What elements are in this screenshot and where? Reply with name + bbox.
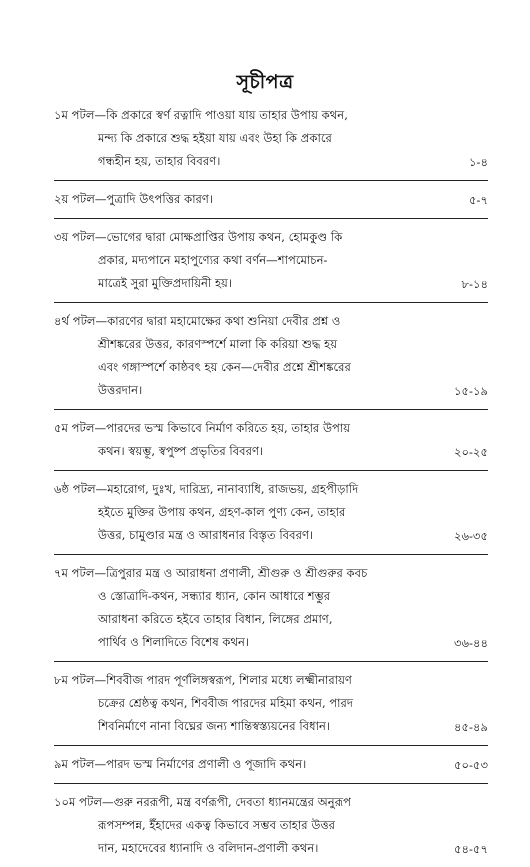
- toc-entry: [54, 669, 488, 738]
- toc-entry-text: মাত্রেই সুরা মুক্তিপ্রদায়িনী হয়।: [98, 276, 233, 290]
- toc-entry-text: হইতে মুক্তির উপায় কথন, গ্রহণ-কাল পুণ্য কেন, তাহার: [98, 505, 346, 519]
- divider: [54, 745, 488, 746]
- divider: [54, 661, 488, 662]
- divider: [54, 783, 488, 784]
- toc-entry-heading: ২য় পটল—পুত্রাদি উৎপত্তির কারণ।: [54, 192, 214, 206]
- toc-page-range: ২৬-৩৫: [453, 529, 488, 543]
- divider: [54, 180, 488, 181]
- toc-entry-text: শ্রীশঙ্করের উত্তর, কারণস্পর্শে মালা কি করিয়া শুদ্ধ হয়: [98, 337, 338, 351]
- divider: [54, 470, 488, 471]
- toc-entry-text: এবং গঙ্গাস্পর্শে কাষ্ঠবৎ হয় কেন—দেবীর প্রশ্নে শ্রীশঙ্করের: [98, 360, 351, 374]
- toc-page-range: ৪৫-৪৯: [453, 720, 488, 734]
- toc-entry: [54, 310, 488, 402]
- toc-entry-text: গন্ধহীন হয়, তাহার বিবরণ।: [98, 154, 221, 168]
- toc-entry-text: শিবনির্মাণে নানা বিঘ্নের জন্য শান্তিস্বস্ত্যয়নের বিধান।: [98, 719, 331, 733]
- divider: [54, 409, 488, 410]
- toc-entry: [54, 753, 488, 776]
- toc-entry-heading: ৬ষ্ঠ পটল—মহারোগ, দুঃখ, দারিদ্র্য, নানাব্যাধি, রাজভয়, গ্রহপীড়াদি: [54, 482, 359, 496]
- toc-entry: [54, 417, 488, 463]
- toc-entry-text: মন্দ্য কি প্রকারে শুদ্ধ হইয়া যায় এবং উহা কি প্রকারে: [98, 131, 332, 145]
- toc-entry: [54, 478, 488, 547]
- toc-page-range: ৫০-৫৩: [453, 758, 488, 772]
- toc-entry-heading: ৫ম পটল—পারদের ভস্ম কিভাবে নির্মাণ করিতে হয়, তাহার উপায়: [54, 421, 351, 435]
- toc-entry-text: আরাধনা করিতে হইবে তাহার বিধান, লিঙ্গের প্রমাণ,: [98, 612, 333, 626]
- toc-page-range: ১-৪: [469, 155, 488, 169]
- toc-page-range: ১৫-১৯: [453, 384, 488, 398]
- divider: [54, 302, 488, 303]
- toc-entry: [54, 104, 488, 173]
- toc-entry-heading: ৩য় পটল—ভোগের দ্বারা মোক্ষপ্রাপ্তির উপায় কথন, হোমকুণ্ড কি: [54, 230, 343, 244]
- toc-page-range: ৮-১৪: [461, 277, 488, 291]
- toc-entry: [54, 562, 488, 654]
- toc-entry-text: ও স্তোত্রাদি-কথন, সন্ধ্যার ধ্যান, কোন আধারে শম্ভুর: [98, 589, 331, 603]
- toc-page-range: ৫-৭: [469, 193, 488, 207]
- toc-entry-heading: ৭ম পটল—ত্রিপুরার মন্ত্র ও আরাধনা প্রণালী, শ্রীগুরু ও শ্রীগুরুর কবচ: [54, 566, 368, 580]
- toc-entry-text: দান, মহাদেবের ধ্যানাদি ও বলিদান-প্রণালী কথন।: [98, 841, 319, 855]
- toc-entry: [54, 791, 488, 860]
- toc-entry-heading: ৮ম পটল—শিববীজ পারদ পূর্ণলিঙ্গস্বরূপ, শিলার মধ্যে লক্ষ্মীনারায়ণ: [54, 673, 352, 687]
- table-of-contents: [54, 104, 488, 867]
- divider: [54, 218, 488, 219]
- toc-page-range: ৩৬-৪৪: [453, 636, 488, 650]
- toc-entry: [54, 188, 488, 211]
- page-title: সূচীপত্র: [236, 71, 294, 93]
- toc-entry-text: পার্থিব ও শিলাদিতে বিশেষ কথন।: [98, 635, 250, 649]
- toc-entry-text: উত্তর, চামুণ্ডার মন্ত্র ও আরাধনার বিস্তৃত বিবরণ।: [98, 528, 314, 542]
- toc-entry-text: উত্তরদান।: [98, 383, 143, 397]
- toc-entry-text: চক্রের শ্রেষ্ঠত্ব কথন, শিববীজ পারদের মহিমা কথন, পারদ: [98, 696, 354, 710]
- toc-entry: [54, 226, 488, 295]
- toc-entry-text: প্রকার, মদ্যপানে মহাপুণ্যের কথা বর্ণন—শাপমোচন-: [98, 253, 328, 267]
- toc-entry-heading: ৯ম পটল—পারদ ভস্ম নির্মাণের প্রণালী ও পূজাদি কথন।: [54, 757, 307, 771]
- toc-entry-heading: ১ম পটল—কি প্রকারে স্বর্ণ রত্নাদি পাওয়া যায় তাহার উপায় কথন,: [54, 108, 348, 122]
- toc-entry-text: রূপসম্পন্ন, ইঁহাদের একত্ব কিভাবে সম্ভব তাহার উত্তর: [98, 818, 336, 832]
- toc-page-range: ২০-২৫: [453, 445, 488, 459]
- toc-entry-heading: ১০ম পটল—গুরু নররূপী, মন্ত্র বর্ণরূপী, দেবতা ধ্যানমন্ত্রের অনুরূপ: [54, 795, 352, 809]
- toc-entry-heading: ৪র্থ পটল—কারণের দ্বারা মহামোক্ষের কথা শুনিয়া দেবীর প্রশ্ন ও: [54, 314, 341, 328]
- toc-entry-text: কথন। স্বয়ম্ভূ, স্বপুষ্প প্রভৃতির বিবরণ।: [98, 444, 264, 458]
- toc-page-range: ৫৪-৫৭: [453, 842, 488, 856]
- divider: [54, 554, 488, 555]
